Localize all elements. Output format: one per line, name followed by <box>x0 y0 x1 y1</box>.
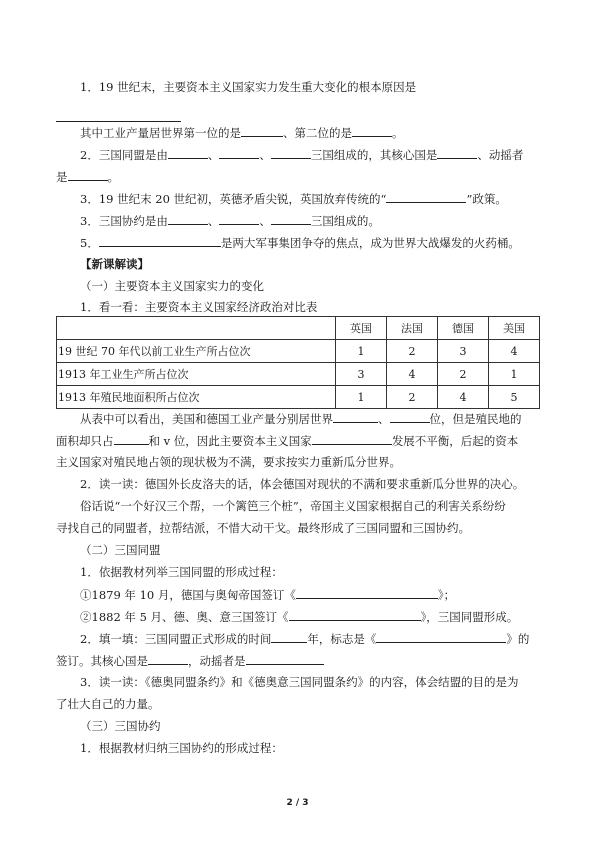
comparison-table <box>56 316 540 409</box>
table-row-label: 19 世纪 70 年代以前工业生产所占位次 <box>57 340 336 363</box>
review-q4: 3．三国协约是由 、 、 三国组成的。 <box>80 214 380 228</box>
table-cell: 2 <box>438 363 489 386</box>
proverb-para-line-2: 寻找自己的同盟者，拉帮结派，不惜大动干戈。最终形成了三国同盟和三国协约。 <box>56 521 470 535</box>
table-header-cell: 法国 <box>387 317 438 340</box>
table-header-cell: 德国 <box>438 317 489 340</box>
table-header-cell <box>57 317 336 340</box>
review-q2-cont: 是 。 <box>56 170 119 184</box>
table-row <box>57 386 540 409</box>
section-2-title: （二）三国同盟 <box>80 543 161 557</box>
table-cell: 1 <box>336 386 387 409</box>
analysis-para-line-1: 从表中可以看出，美国和德国工业产量分别居世界 、 位，但是殖民地的 <box>80 412 522 426</box>
table-cell: 3 <box>336 363 387 386</box>
section-1-title: （一）主要资本主义国家实力的变化 <box>80 279 264 293</box>
table-cell: 2 <box>387 340 438 363</box>
table-header-cell: 英国 <box>336 317 387 340</box>
analysis-para-line-2: 面积却只占 和 v 位，因此主要资本主义国家 发展不平衡，后起的资本 <box>56 434 519 448</box>
table-cell: 1 <box>336 340 387 363</box>
review-q3: 3．19 世纪末 20 世纪初，英德矛盾尖锐，英国放弃传统的“ ”政策。 <box>80 192 507 206</box>
proverb-para-line-1: 俗话说“一个好汉三个帮，一个篱笆三个桩”，帝国主义国家根据自己的利害关系纷纷 <box>80 499 506 513</box>
review-q2: 2．三国同盟是由 、 、 三国组成的，其核心国是 、动摇者 <box>80 148 524 162</box>
section-2-item-1: 1．依据教材列举三国同盟的形成过程： <box>80 565 283 579</box>
item-2-read: 2．读一读：德国外长皮洛夫的话，体会德国对现状的不满和要求重新瓜分世界的决心。 <box>80 477 525 491</box>
table-row <box>57 340 540 363</box>
table-cell: 4 <box>489 340 540 363</box>
table-row-label: 1913 年工业生产所占位次 <box>57 363 336 386</box>
review-q1-answer-line <box>56 110 181 125</box>
section-2-step-1: ①1879 年 10 月，德国与奥匈帝国签订《 》； <box>80 588 456 602</box>
table-cell: 4 <box>387 363 438 386</box>
section-2-item-3-cont: 了壮大自己的力量。 <box>56 697 160 711</box>
section-3-item-1: 1．根据教材归纳三国协约的形成过程： <box>80 741 283 755</box>
table-row-label: 1913 年殖民地面积所占位次 <box>57 386 336 409</box>
section-2-item-2-cont: 签订。其核心国是 ，动摇者是 <box>56 653 324 668</box>
section-2-item-2: 2．填一填：三国同盟正式形成的时间 年，标志是《 》的 <box>80 632 530 646</box>
item-1-title: 1．看一看：主要资本主义国家经济政治对比表 <box>80 300 318 314</box>
review-q1: 1．19 世纪末，主要资本主义国家实力发生重大变化的根本原因是 <box>80 80 417 94</box>
table-header-cell: 美国 <box>489 317 540 340</box>
table-cell: 4 <box>438 386 489 409</box>
table-cell: 3 <box>438 340 489 363</box>
table-cell: 1 <box>489 363 540 386</box>
table-row <box>57 363 540 386</box>
section-2-item-3: 3．读一读：《德奥同盟条约》和《德奥意三国同盟条约》的内容，体会结盟的目的是为 <box>80 675 519 689</box>
section-2-step-2: ②1882 年 5 月、德、奥、意三国签订《 》，三国同盟形成。 <box>80 610 519 624</box>
analysis-para-line-3: 主义国家对殖民地占领的现状极为不满，要求按实力重新瓜分世界。 <box>56 455 401 469</box>
new-lesson-heading: 【新课解读】 <box>80 257 149 271</box>
section-3-title: （三）三国协约 <box>80 719 161 733</box>
table-cell: 2 <box>387 386 438 409</box>
review-q5: 5． 是两大军事集团争夺的焦点，成为世界大战爆发的火药桶。 <box>80 236 520 250</box>
table-header-row <box>57 317 540 340</box>
page-number: 2 / 3 <box>286 798 309 808</box>
table-cell: 5 <box>489 386 540 409</box>
review-q1-sub: 其中工业产量居世界第一位的是 、第二位的是 。 <box>80 126 404 140</box>
